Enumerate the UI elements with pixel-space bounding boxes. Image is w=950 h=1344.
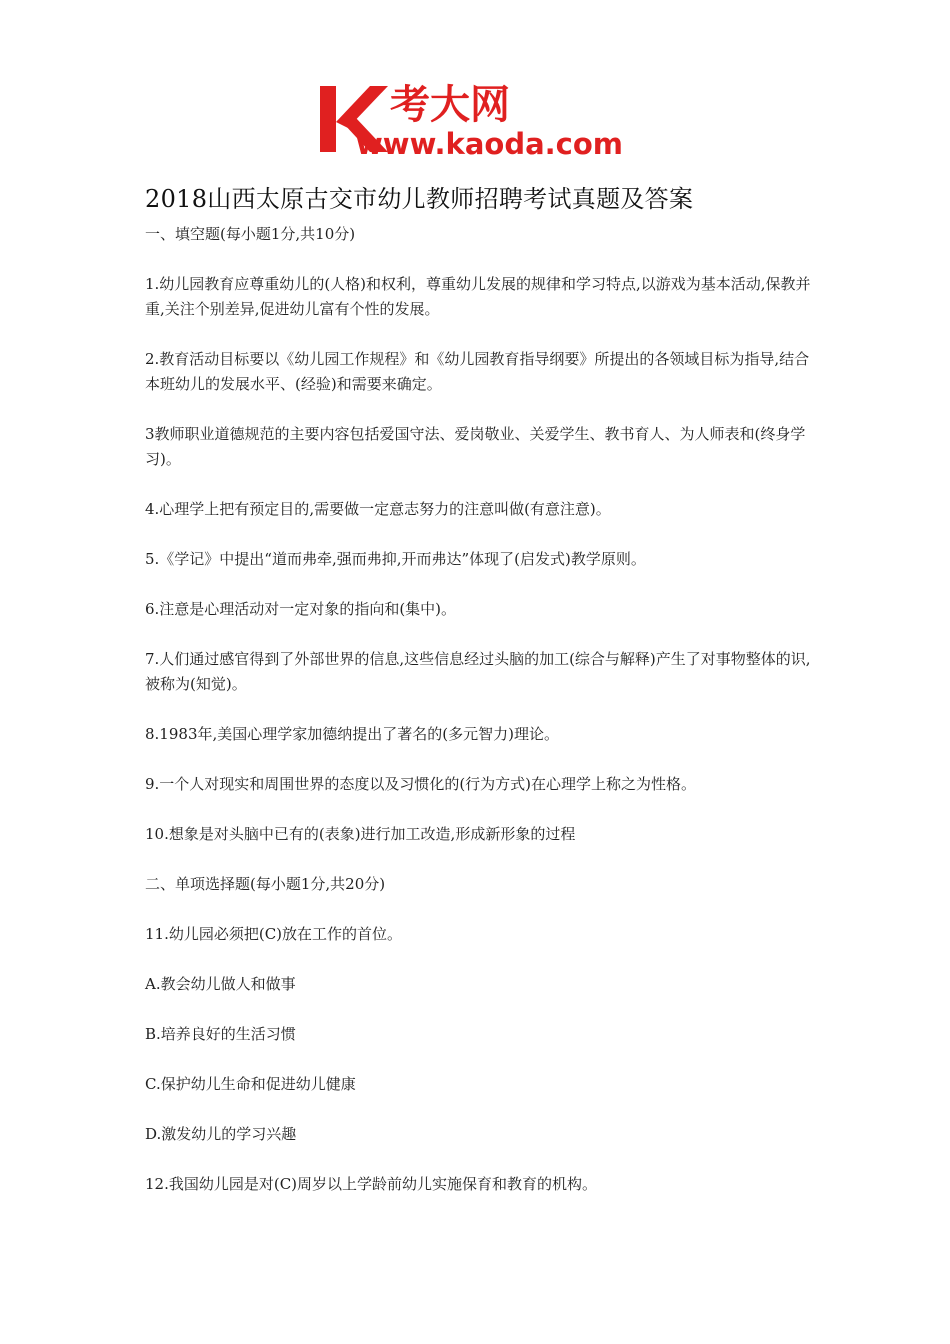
question-paragraph: 11.幼儿园必须把(C)放在工作的首位。 (145, 925, 403, 943)
kaoda-logo-graphic (318, 78, 648, 162)
logo-url-text: www.kaoda.com (356, 127, 623, 161)
question-paragraph: 5.《学记》中提出“道而弗牵,强而弗抑,开而弗达”体现了(启发式)教学原则。 (145, 550, 646, 568)
question-paragraph: 4.心理学上把有预定目的,需要做一定意志努力的注意叫做(有意注意)。 (145, 500, 611, 518)
question-paragraph: 1.幼儿园教育应尊重幼儿的(人格)和权利，尊重幼儿发展的规律和学习特点,以游戏为基本活动,保教并重,关注个别差异,促进幼儿富有个性的发展。 (145, 275, 811, 318)
answer-option: C.保护幼儿生命和促进幼儿健康 (145, 1075, 356, 1093)
kaoda-logo (318, 78, 648, 162)
section-heading: 二、单项选择题(每小题1分,共20分) (145, 875, 386, 893)
answer-option: B.培养良好的生活习惯 (145, 1025, 296, 1043)
document-body (145, 222, 817, 1222)
question-paragraph: 2.教育活动目标要以《幼儿园工作规程》和《幼儿园教育指导纲要》所提出的各领域目标为指导,结合本班幼儿的发展水平、(经验)和需要来确定。 (145, 350, 810, 393)
question-paragraph: 10.想象是对头脑中已有的(表象)进行加工改造,形成新形象的过程 (145, 825, 576, 843)
section-heading: 一、填空题(每小题1分,共10分) (145, 225, 356, 243)
question-paragraph: 7.人们通过感官得到了外部世界的信息,这些信息经过头脑的加工(综合与解释)产生了对事物整体的识,被称为(知觉)。 (145, 650, 811, 693)
question-paragraph: 12.我国幼儿园是对(C)周岁以上学龄前幼儿实施保育和教育的机构。 (145, 1175, 598, 1193)
question-paragraph: 3教师职业道德规范的主要内容包括爱国守法、爱岗敬业、关爱学生、教书育人、为人师表和(终身学习)。 (145, 425, 806, 468)
answer-option: A.教会幼儿做人和做事 (145, 975, 296, 993)
question-paragraph: 8.1983年,美国心理学家加德纳提出了著名的(多元智力)理论。 (145, 725, 559, 743)
document-title: 2018山西太原古交市幼儿教师招聘考试真题及答案 (145, 185, 694, 213)
answer-option: D.激发幼儿的学习兴趣 (145, 1125, 297, 1143)
question-paragraph: 9.一个人对现实和周围世界的态度以及习惯化的(行为方式)在心理学上称之为性格。 (145, 775, 697, 793)
question-paragraph: 6.注意是心理活动对一定对象的指向和(集中)。 (145, 600, 457, 618)
logo-brand-text: 考大网 (390, 82, 510, 128)
